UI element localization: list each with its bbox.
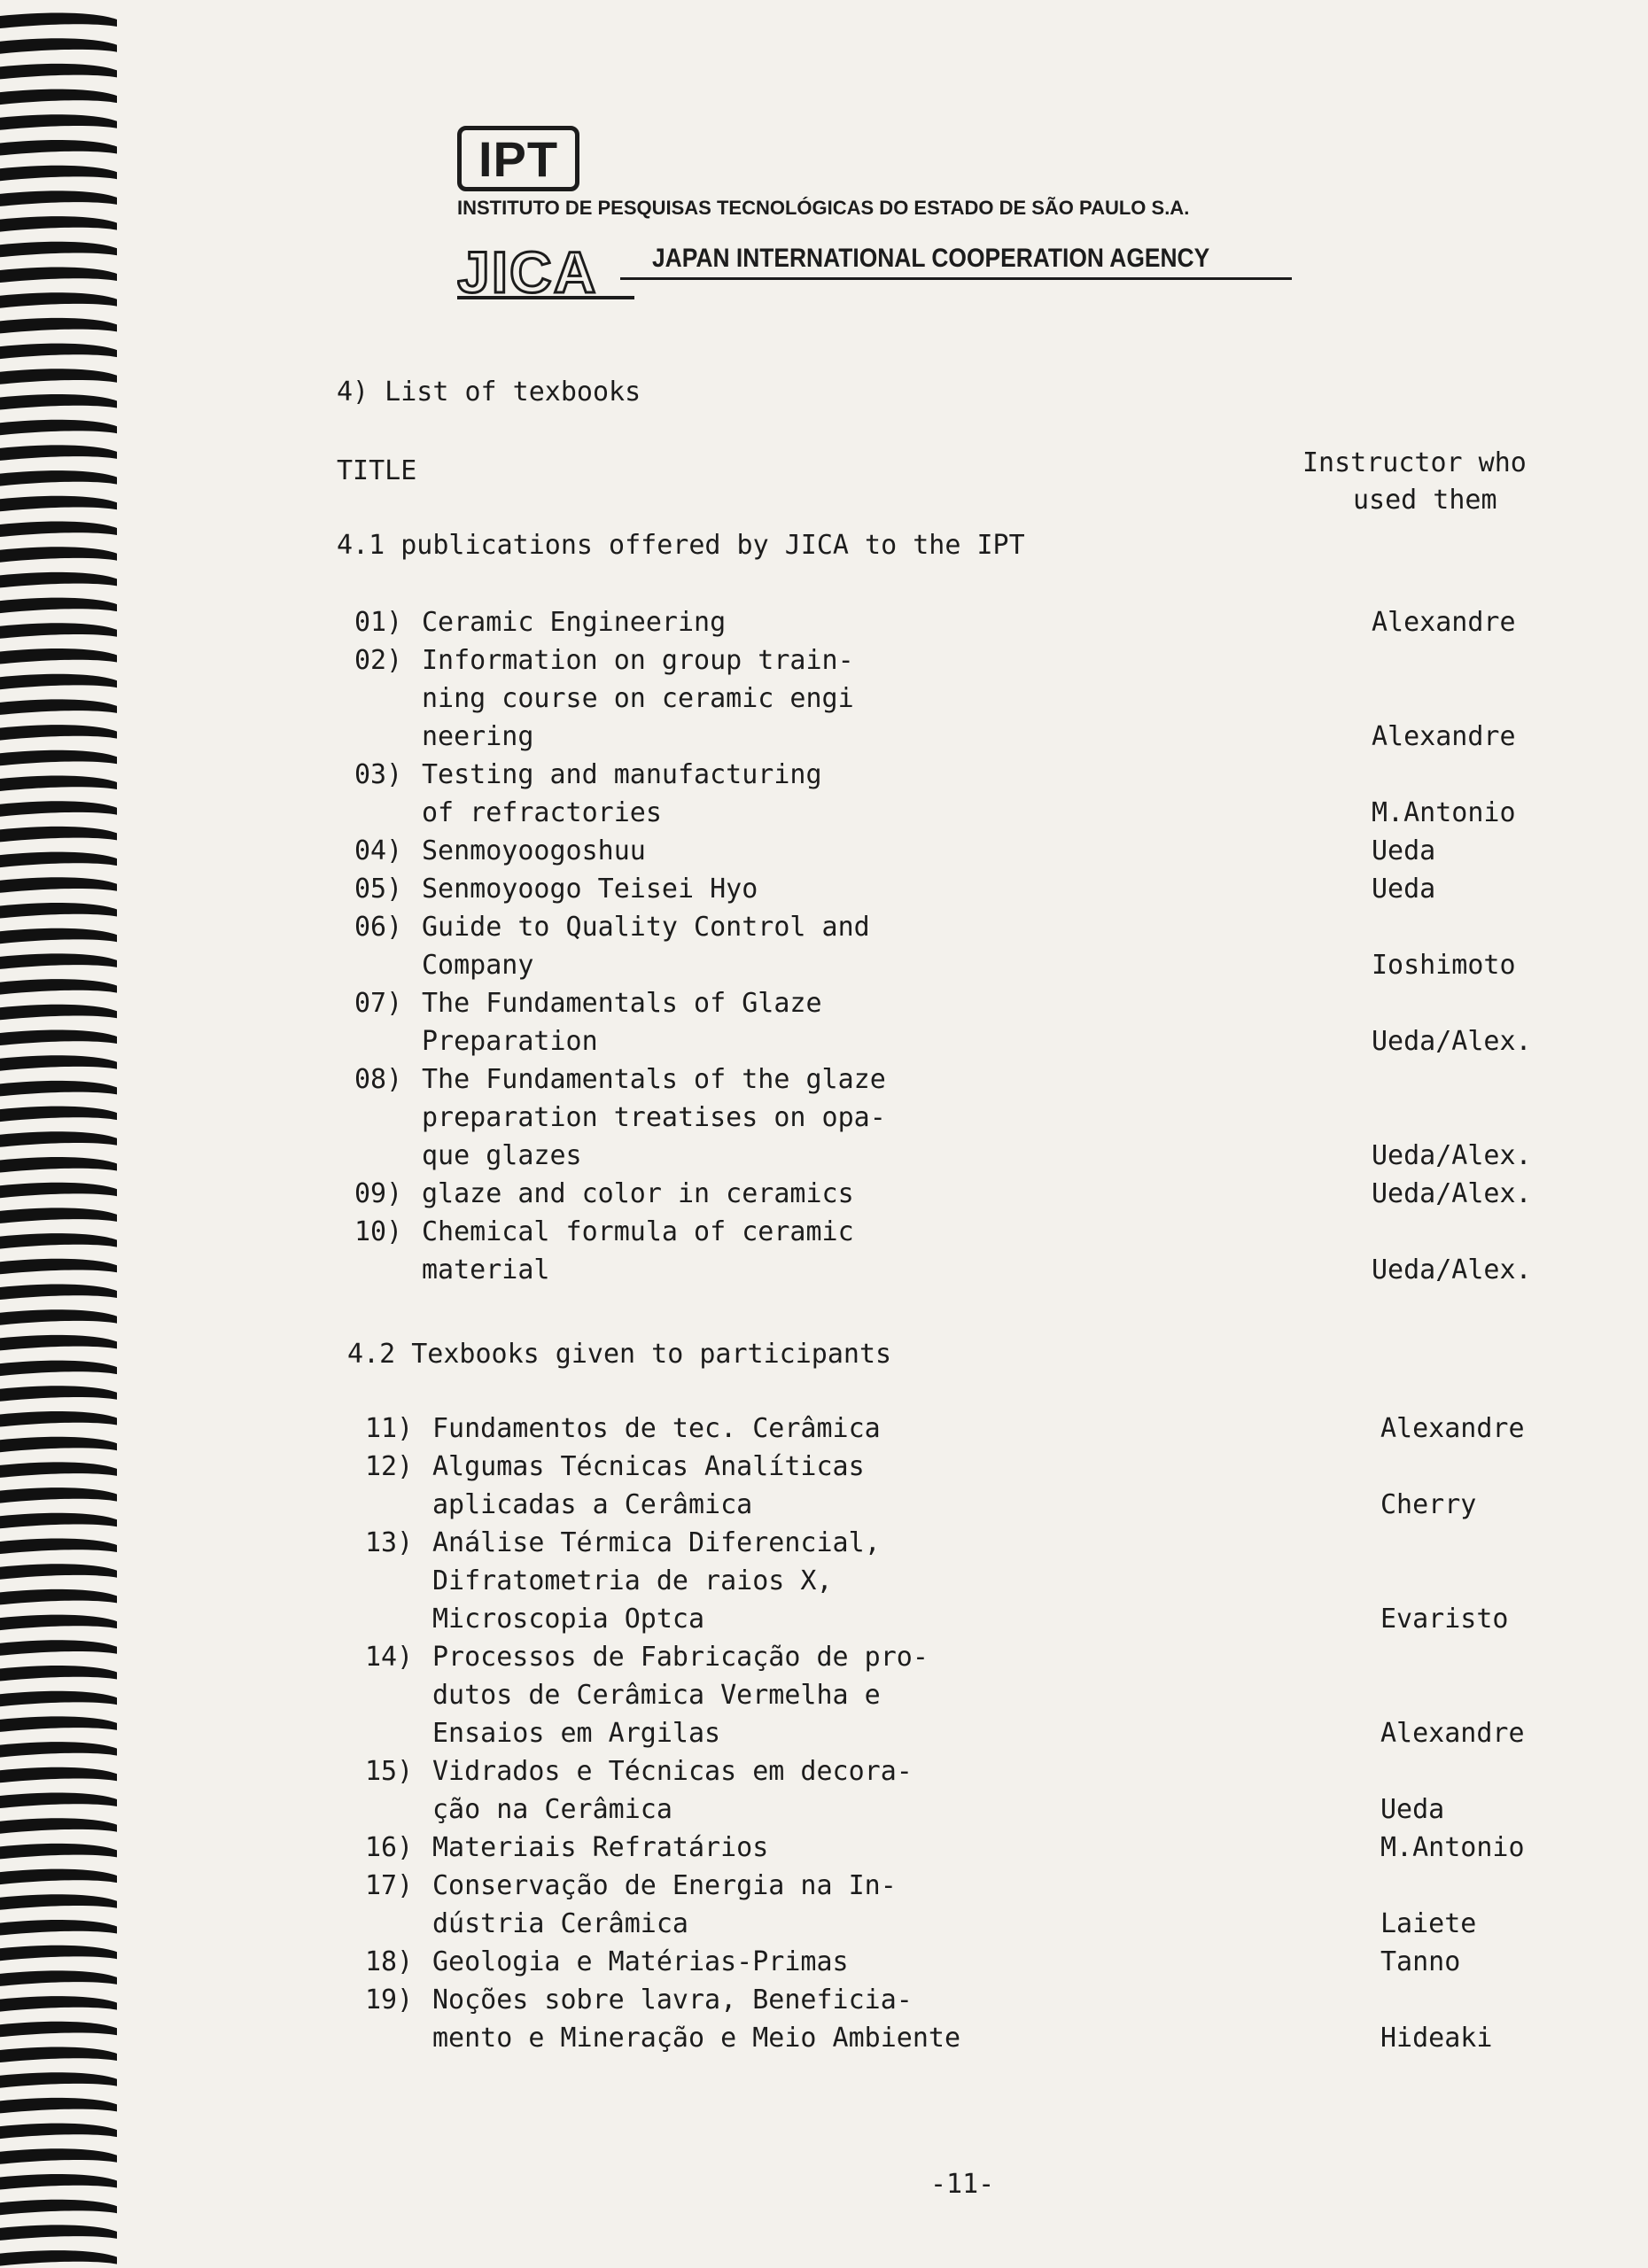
item-title-line: Materiais Refratários [432,1832,769,1863]
column-header-instructor-line1: Instructor who [1302,447,1527,478]
item-title-line: The Fundamentals of the glaze [422,1064,886,1095]
item-instructor: Cherry [1380,1489,1477,1520]
item-number: 13) [365,1527,414,1558]
item-title-line: Ceramic Engineering [422,607,727,638]
subsection-heading: 4.1 publications offered by JICA to the IPT [337,530,1025,561]
item-title-line: Ensaios em Argilas [432,1718,721,1749]
column-header-title: TITLE [337,455,417,486]
item-title-line: Processos de Fabricação de pro- [432,1642,929,1673]
item-title-line: Geologia e Matérias-Primas [432,1946,849,1977]
item-instructor: Alexandre [1380,1413,1525,1444]
item-number: 19) [365,1984,414,2016]
item-title-line: ning course on ceramic engi [422,683,854,714]
item-instructor: Hideaki [1380,2023,1493,2054]
page-number: -11- [930,2169,995,2200]
item-instructor: Ueda [1372,835,1436,866]
item-instructor: Evaristo [1380,1604,1509,1635]
item-title-line: Testing and manufacturing [422,759,822,790]
item-title-line: glaze and color in ceramics [422,1178,854,1209]
item-number: 09) [354,1178,403,1209]
item-title-line: Conservação de Energia na In- [432,1870,897,1901]
item-title-line: ção na Cerâmica [432,1794,672,1825]
item-instructor: Ueda [1372,874,1436,905]
item-number: 08) [354,1064,403,1095]
item-number: 02) [354,645,403,676]
item-instructor: Laiete [1380,1908,1477,1939]
item-instructor: Ueda/Alex. [1372,1254,1532,1285]
item-title-line: of refractories [422,797,662,828]
item-title-line: Company [422,950,534,981]
item-instructor: Tanno [1380,1946,1461,1977]
item-title-line: material [422,1254,550,1285]
item-number: 18) [365,1946,414,1977]
item-number: 16) [365,1832,414,1863]
item-instructor: M.Antonio [1372,797,1516,828]
agency-underline [620,277,1292,280]
subsection-heading: 4.2 Texbooks given to participants [347,1339,892,1370]
item-title-line: preparation treatises on opa- [422,1102,886,1133]
agency-name: JAPAN INTERNATIONAL COOPERATION AGENCY [652,244,1210,273]
item-title-line: Guide to Quality Control and [422,912,870,943]
item-number: 14) [365,1642,414,1673]
item-title-line: Noções sobre lavra, Beneficia- [432,1984,913,2016]
item-number: 15) [365,1756,414,1787]
item-number: 11) [365,1413,414,1444]
item-number: 01) [354,607,403,638]
item-title-line: Senmoyoogoshuu [422,835,646,866]
item-title-line: Microscopia Optca [432,1604,705,1635]
item-number: 07) [354,988,403,1019]
item-instructor: Alexandre [1372,721,1516,752]
item-title-line: Information on group train- [422,645,854,676]
item-title-line: dutos de Cerâmica Vermelha e [432,1680,881,1711]
item-instructor: Alexandre [1380,1718,1525,1749]
item-title-line: Senmoyoogo Teisei Hyo [422,874,758,905]
item-number: 10) [354,1216,403,1247]
item-number: 03) [354,759,403,790]
item-instructor: Ioshimoto [1372,950,1516,981]
item-instructor: Ueda [1380,1794,1445,1825]
item-title-line: Preparation [422,1026,598,1057]
item-title-line: dústria Cerâmica [432,1908,688,1939]
institute-name: INSTITUTO DE PESQUISAS TECNOLÓGICAS DO ESTADO DE SÃO PAULO S.A. [457,197,1190,219]
item-title-line: neering [422,721,534,752]
item-title-line: Análise Térmica Diferencial, [432,1527,881,1558]
ipt-logo-text: IPT [478,131,559,187]
item-instructor: Alexandre [1372,607,1516,638]
item-title-line: aplicadas a Cerâmica [432,1489,753,1520]
item-number: 04) [354,835,403,866]
item-instructor: Ueda/Alex. [1372,1178,1532,1209]
item-instructor: M.Antonio [1380,1832,1525,1863]
jica-logo [457,237,634,303]
item-title-line: que glazes [422,1140,582,1171]
item-number: 17) [365,1870,414,1901]
item-title-line: Algumas Técnicas Analíticas [432,1451,865,1482]
item-title-line: Vidrados e Técnicas em decora- [432,1756,913,1787]
item-instructor: Ueda/Alex. [1372,1026,1532,1057]
item-instructor: Ueda/Alex. [1372,1140,1532,1171]
item-number: 06) [354,912,403,943]
item-title-line: The Fundamentals of Glaze [422,988,822,1019]
ipt-logo [457,126,579,191]
item-title-line: Fundamentos de tec. Cerâmica [432,1413,881,1444]
spiral-binding [0,0,142,2268]
column-header-instructor-line2: used them [1353,485,1497,516]
item-title-line: Chemical formula of ceramic [422,1216,854,1247]
item-title-line: Difratometria de raios X, [432,1565,833,1596]
item-title-line: mento e Mineração e Meio Ambiente [432,2023,961,2054]
jica-logo-text: JICA [457,239,598,303]
section-heading: 4) List of texbooks [337,377,641,408]
item-number: 05) [354,874,403,905]
item-number: 12) [365,1451,414,1482]
